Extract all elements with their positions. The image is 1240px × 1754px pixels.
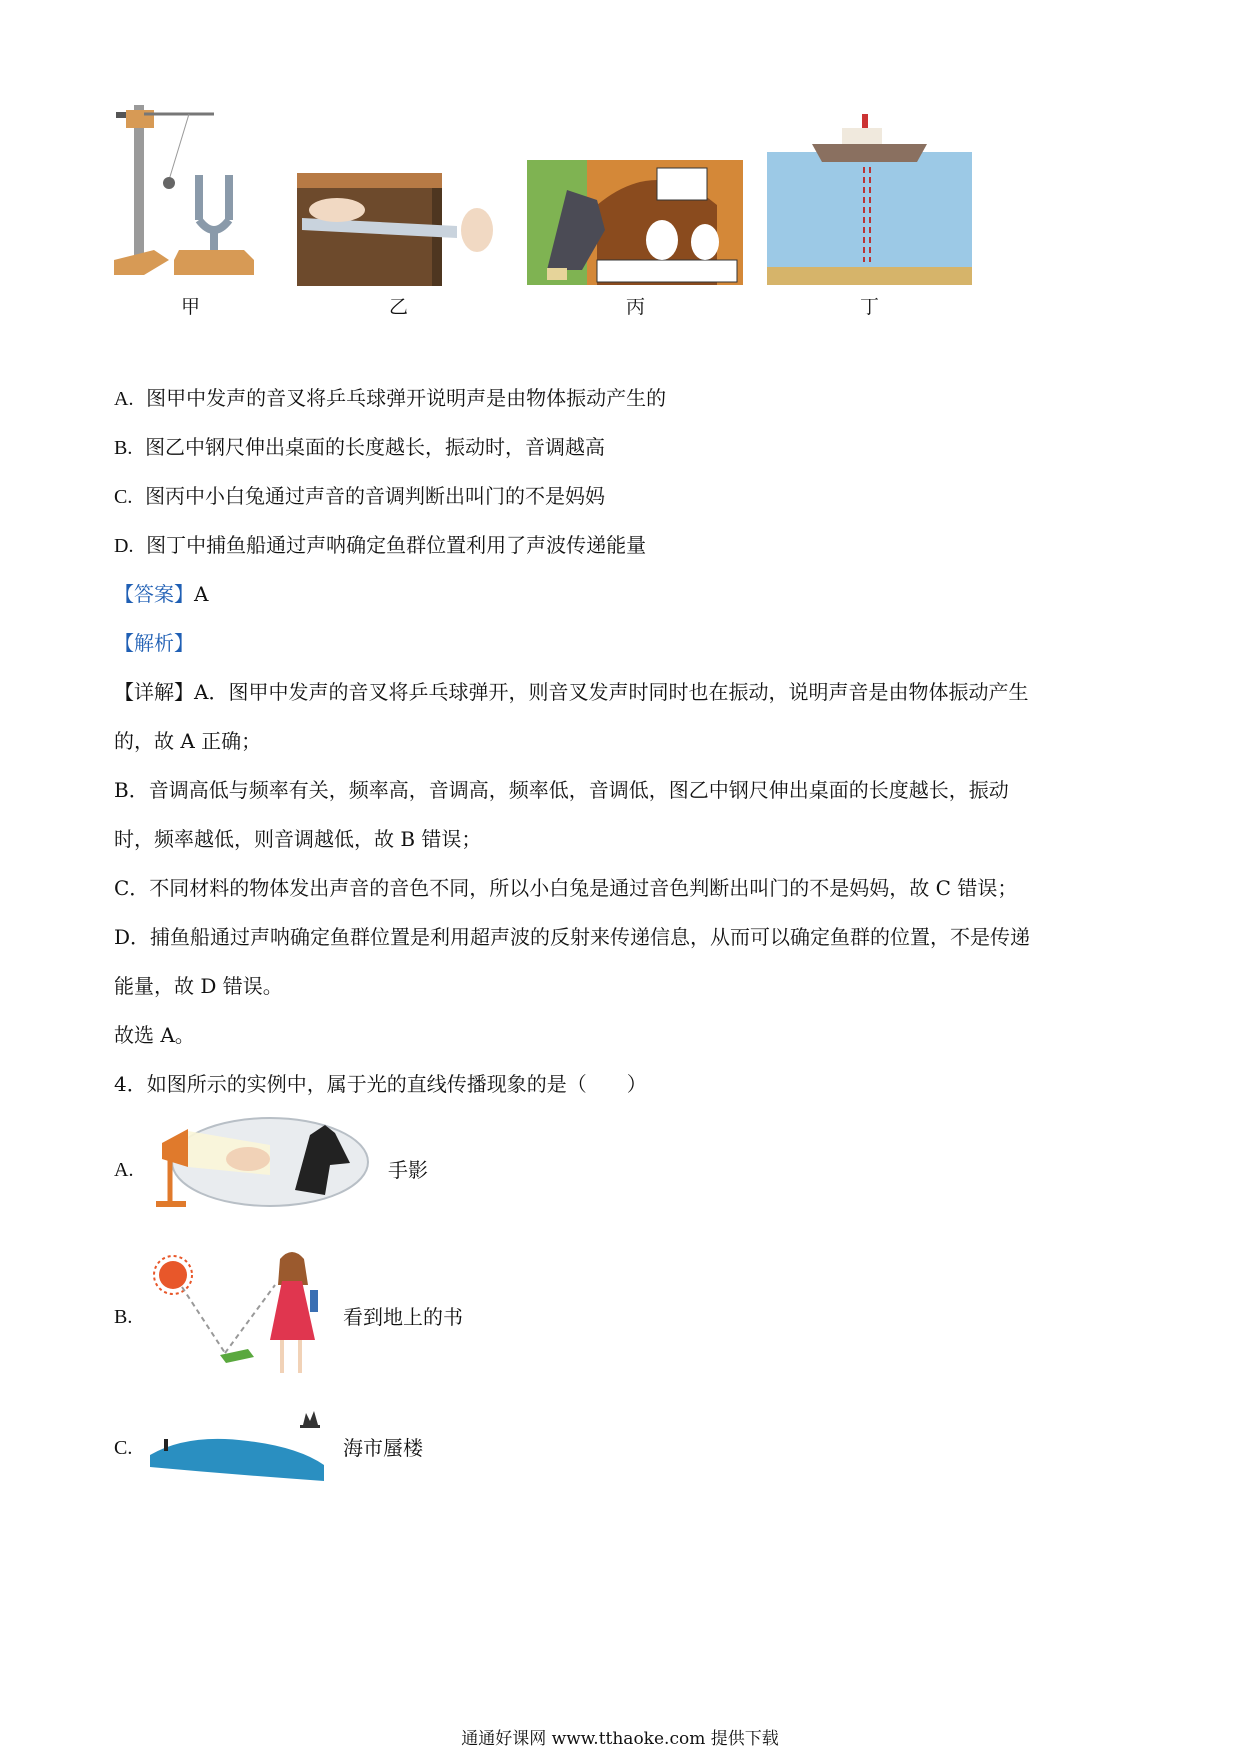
option-letter: B.: [114, 437, 133, 459]
q4-option-b-reflection-image: [150, 1245, 330, 1385]
page-footer: 通通好课网 www.tthaoke.com 提供下载: [461, 1729, 779, 1749]
detail-line-4: 时，频率越低，则音调越低，故 B 错误；: [114, 827, 482, 851]
detail-text: A．图甲中发声的音叉将乒乓球弹开，则音叉发声时同时也在振动，说明声音是由物体振动产生: [194, 680, 1029, 704]
q4-option-a-hand-shadow-image: [150, 1115, 370, 1213]
detail-line-7: 能量，故 D 错误。: [114, 974, 283, 998]
q4-option-b-letter: B.: [114, 1306, 133, 1328]
option-text: 图乙中钢尺伸出桌面的长度越长，振动时，音调越高: [145, 435, 606, 459]
q3-option-d: [114, 535, 646, 556]
q3-option-b: [114, 437, 605, 458]
option-letter: C.: [114, 486, 133, 508]
answer-value: A: [194, 582, 209, 606]
detail-line-1: [114, 682, 1028, 702]
answer-line: [114, 584, 208, 604]
q4-option-a-label: 手影: [388, 1158, 428, 1182]
answer-label: 【答案】: [114, 582, 194, 606]
option-text: 图丁中捕鱼船通过声呐确定鱼群位置利用了声波传递能量: [146, 533, 647, 557]
detail-line-6: D．捕鱼船通过声呐确定鱼群位置是利用超声波的反射来传递信息，从而可以确定鱼群的位置，不是传递: [114, 925, 1031, 949]
figure-bing-cartoon: [527, 160, 743, 285]
caption-jia: 甲: [181, 296, 201, 318]
question-4-stem: 4．如图所示的实例中，属于光的直线传播现象的是（ ）: [114, 1072, 647, 1096]
q3-option-a: [114, 388, 666, 409]
figure-ding-sonar-boat: [767, 112, 972, 285]
detail-line-2: 的，故 A 正确；: [114, 729, 262, 753]
option-text: 图丙中小白兔通过声音的音调判断出叫门的不是妈妈: [145, 484, 606, 508]
q4-option-c-label: 海市蜃楼: [343, 1436, 423, 1460]
caption-yi: 乙: [389, 296, 409, 318]
detail-line-3: B．音调高低与频率有关，频率高，音调高，频率低，音调低，图乙中钢尺伸出桌面的长度越长，振动: [114, 778, 1009, 802]
q4-option-b-label: 看到地上的书: [343, 1305, 463, 1329]
caption-bing: 丙: [626, 296, 646, 318]
figure-yi-ruler-table: [292, 168, 502, 286]
option-text: 图甲中发声的音叉将乒乓球弹开说明声是由物体振动产生的: [146, 386, 667, 410]
q3-option-c: [114, 486, 605, 507]
q4-option-c-mirage-image: [148, 1405, 328, 1485]
analysis-label: 【解析】: [114, 631, 194, 655]
option-letter: D.: [114, 535, 134, 557]
option-letter: A.: [114, 388, 134, 410]
detail-label: 【详解】: [114, 680, 194, 704]
q4-option-a-letter: A.: [114, 1159, 134, 1181]
detail-line-8: 故选 A。: [114, 1023, 195, 1047]
detail-line-5: C．不同材料的物体发出声音的音色不同，所以小白兔是通过音色判断出叫门的不是妈妈，故 C 错误；: [114, 876, 1018, 900]
q4-option-c-letter: C.: [114, 1437, 133, 1459]
caption-ding: 丁: [860, 296, 880, 318]
figure-jia-tuning-fork: [114, 100, 264, 285]
